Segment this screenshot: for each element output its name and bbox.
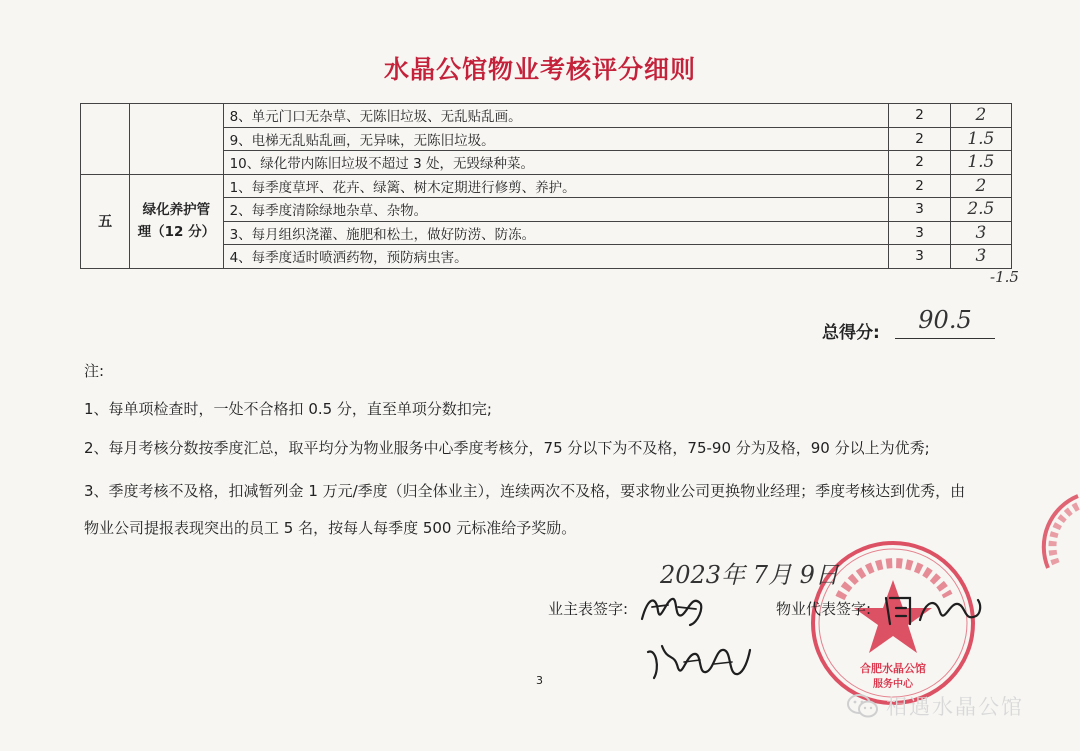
- handwritten-date: 2023年 7月 9日: [660, 561, 839, 589]
- watermark: [846, 691, 1024, 721]
- svg-text:服务中心: 服务中心: [873, 679, 913, 690]
- full-score-cell: 2: [889, 151, 950, 175]
- item-cell: 2、每季度清除绿地杂草、杂物。: [223, 198, 889, 222]
- handwritten-score: 1.5: [950, 127, 1011, 151]
- full-score-cell: 2: [889, 127, 950, 151]
- handwritten-score: 3: [950, 245, 1011, 269]
- item-cell: 1、每季度草坪、花卉、绿篱、树木定期进行修剪、养护。: [223, 174, 889, 198]
- score-table: [80, 103, 1012, 269]
- handwritten-score: 2: [950, 174, 1011, 198]
- handwritten-deduction: -1.5: [990, 268, 1019, 286]
- category-cell: 绿化养护管理（12 分）: [130, 174, 223, 268]
- total-score-value: 90.5: [895, 306, 995, 339]
- full-score-cell: 2: [889, 174, 950, 198]
- full-score-cell: 3: [889, 198, 950, 222]
- full-score-cell: 2: [889, 104, 950, 128]
- partial-stamp: [1030, 492, 1080, 572]
- notes-heading: 注:: [84, 362, 105, 380]
- note-item: 物业公司提报表现突出的员工 5 名，按每人每季度 500 元标准给予奖励。: [84, 519, 577, 537]
- management-signature-label: 物业代表签字:: [776, 600, 872, 618]
- management-signature: [880, 590, 985, 630]
- note-item: 3、季度考核不及格，扣减暂列金 1 万元/季度（归全体业主），连续两次不及格，要求物业公司更换物业经理；季度考核达到优秀，由: [84, 482, 966, 500]
- owner-signature-label: 业主表签字:: [548, 600, 629, 618]
- handwritten-score: 2.5: [950, 198, 1011, 222]
- note-item: 2、每月考核分数按季度汇总，取平均分为物业服务中心季度考核分，75 分以下为不及格，75-90 分为及格，90 分以上为优秀;: [84, 439, 930, 457]
- watermark-text: 相遇水晶公馆: [886, 695, 1024, 719]
- total-score-label: 总得分:: [822, 323, 880, 343]
- page-number: 3: [536, 674, 543, 687]
- item-cell: 10、绿化带内陈旧垃圾不超过 3 处，无毁绿种菜。: [223, 151, 889, 175]
- section-number-cell: 五: [81, 174, 130, 268]
- item-cell: 3、每月组织浇灌、施肥和松土，做好防涝、防冻。: [223, 221, 889, 245]
- item-cell: 8、单元门口无杂草、无陈旧垃圾、无乱贴乱画。: [223, 104, 889, 128]
- wechat-icon: [846, 692, 880, 720]
- full-score-cell: 3: [889, 245, 950, 269]
- item-cell: 9、电梯无乱贴乱画，无异味，无陈旧垃圾。: [223, 127, 889, 151]
- owner-signature: [638, 589, 708, 631]
- handwritten-score: 1.5: [950, 151, 1011, 175]
- table-row: [81, 104, 1012, 128]
- section-number-cell: [81, 104, 130, 175]
- category-cell: [130, 104, 223, 175]
- svg-text:合肥水晶公馆: 合肥水晶公馆: [860, 662, 926, 675]
- handwritten-score: 3: [950, 221, 1011, 245]
- full-score-cell: 3: [889, 221, 950, 245]
- owner-signature: [644, 638, 754, 684]
- note-item: 1、每单项检查时，一处不合格扣 0.5 分，直至单项分数扣完;: [84, 400, 492, 418]
- page-title: 水晶公馆物业考核评分细则: [383, 55, 696, 84]
- table-row: [81, 174, 1012, 198]
- item-cell: 4、每季度适时喷洒药物，预防病虫害。: [223, 245, 889, 269]
- handwritten-score: 2: [950, 104, 1011, 128]
